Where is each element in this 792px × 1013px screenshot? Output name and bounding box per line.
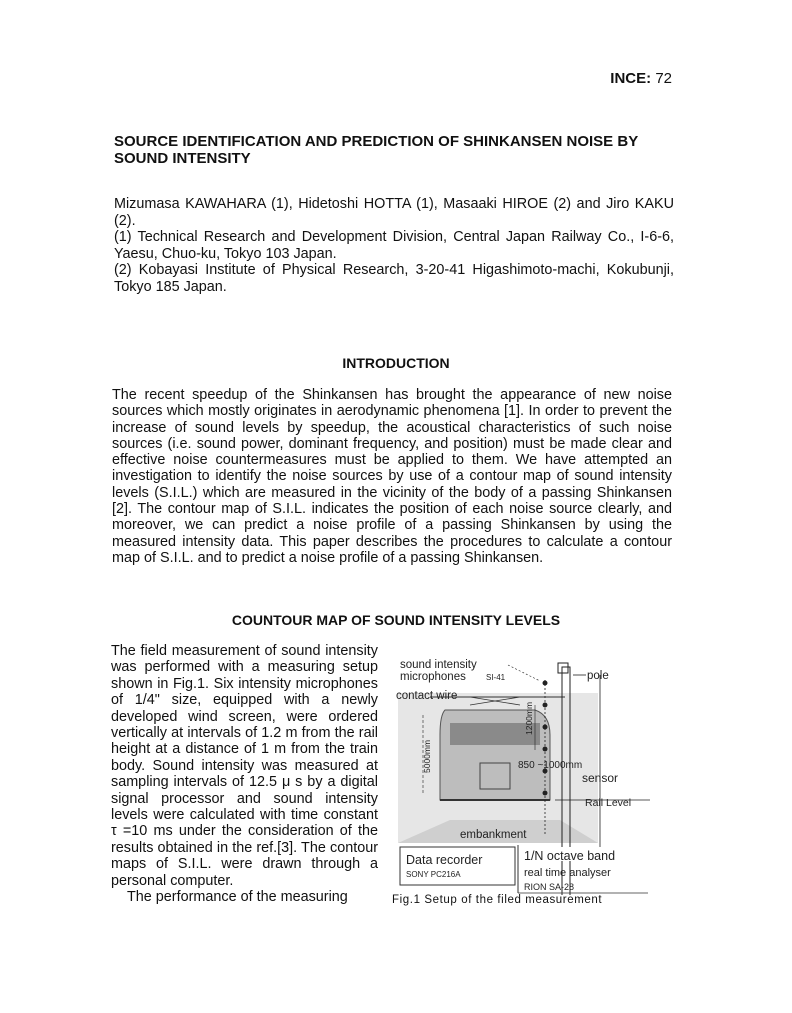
author-block (114, 196, 674, 296)
contour-section-heading: COUNTOUR MAP OF SOUND INTENSITY LEVELS (231, 612, 561, 628)
label-contact-wire: contact wire (396, 690, 458, 702)
label-mic-model: SI-41 (486, 673, 506, 682)
contour-paragraph-2: The performance of the measuring (127, 889, 348, 906)
label-pole: pole (587, 670, 609, 682)
label-analyser: real time analyser (524, 867, 611, 879)
label-embankment: embankment (460, 829, 527, 841)
mic-dot (543, 681, 548, 686)
label-mic-line2: microphones (400, 671, 466, 683)
conference-label: INCE: (610, 70, 652, 87)
label-recorder-model: SONY PC216A (406, 870, 461, 879)
contour-section-body (111, 643, 378, 906)
mic-dot (543, 725, 548, 730)
label-dim-5000: 5000mm (422, 739, 432, 773)
label-octave-band: 1/N octave band (524, 849, 616, 863)
author-names: Mizumasa KAWAHARA (1), Hidetoshi HOTTA (1), Masaaki HIROE (2) and Jiro KAKU (2). (114, 196, 674, 229)
label-rail-level: Rail Level (585, 797, 632, 809)
label-dim-1200: 1200mm (524, 701, 534, 735)
mic-dot (543, 747, 548, 752)
mic-dot (543, 703, 548, 708)
introduction-heading: INTRODUCTION (342, 355, 450, 371)
label-mic-line1: sound intensity (400, 659, 477, 671)
label-dim-850: 850 ~1000mm (518, 760, 583, 771)
label-sensor: sensor (582, 771, 619, 785)
measurement-setup-figure (390, 655, 655, 895)
pole-top (558, 663, 568, 673)
page-header (610, 70, 672, 87)
affiliation-2: (2) Kobayasi Institute of Physical Research, 3-20-41 Higashimoto-machi, Kokubunji, Tokyo 185 Japan. (114, 262, 674, 295)
contour-paragraph-1: The field measurement of sound intensity was performed with a measuring setup shown in Fig.1. Six intensity microphones of 1/4" size, equipped with a newly developed wind screen, were ordered vertically at intervals of 1.2 m from the rail height at a distance of 1 m from the train body. Sound intensity was measured at sampling intervals of 12.5 μ s by a digital signal processor and sound intensity levels were calculated with time constant τ =10 ms under the consideration of the results obtained in the ref.[3]. The contour maps of S.I.L. were drawn through a personal computer. (111, 643, 378, 889)
figure-caption: Fig.1 Setup of the filed measurement (392, 894, 603, 906)
label-data-recorder: Data recorder (406, 853, 483, 867)
introduction-body: The recent speedup of the Shinkansen has brought the appearance of new noise sources which mostly originates in aerodynamic phenomena [1]. In order to prevent the increase of sound levels by speedup, the acoustical characteristics of such noise sources (i.e. sound power, dominant frequency, and position) must be made clear and effective noise countermeasures must be applied to them. We have attempted an investigation to identify the noise sources by use of a contour map of sound intensity levels (S.I.L.) which are measured in the vicinity of the body of a passing Shinkansen [2]. The contour map of S.I.L. indicates the position of each noise source clearly, and moreover, we can predict a noise profile of a passing Shinkansen by using the measured intensity data. This paper describes the procedures to calculate a contour map of S.I.L. and to predict a noise profile of a passing Shinkansen. (112, 387, 672, 566)
paper-title: SOURCE IDENTIFICATION AND PREDICTION OF SHINKANSEN NOISE BY SOUND INTENSITY (114, 133, 638, 167)
mic-dot (543, 791, 548, 796)
page-number: 72 (655, 70, 672, 87)
mic-leader-line (508, 665, 540, 681)
affiliation-1: (1) Technical Research and Development Division, Central Japan Railway Co., I-6-6, Yaesu, Chuo-ku, Tokyo 103 Japan. (114, 229, 674, 262)
label-analyser-model: RION SA-28 (524, 882, 575, 892)
